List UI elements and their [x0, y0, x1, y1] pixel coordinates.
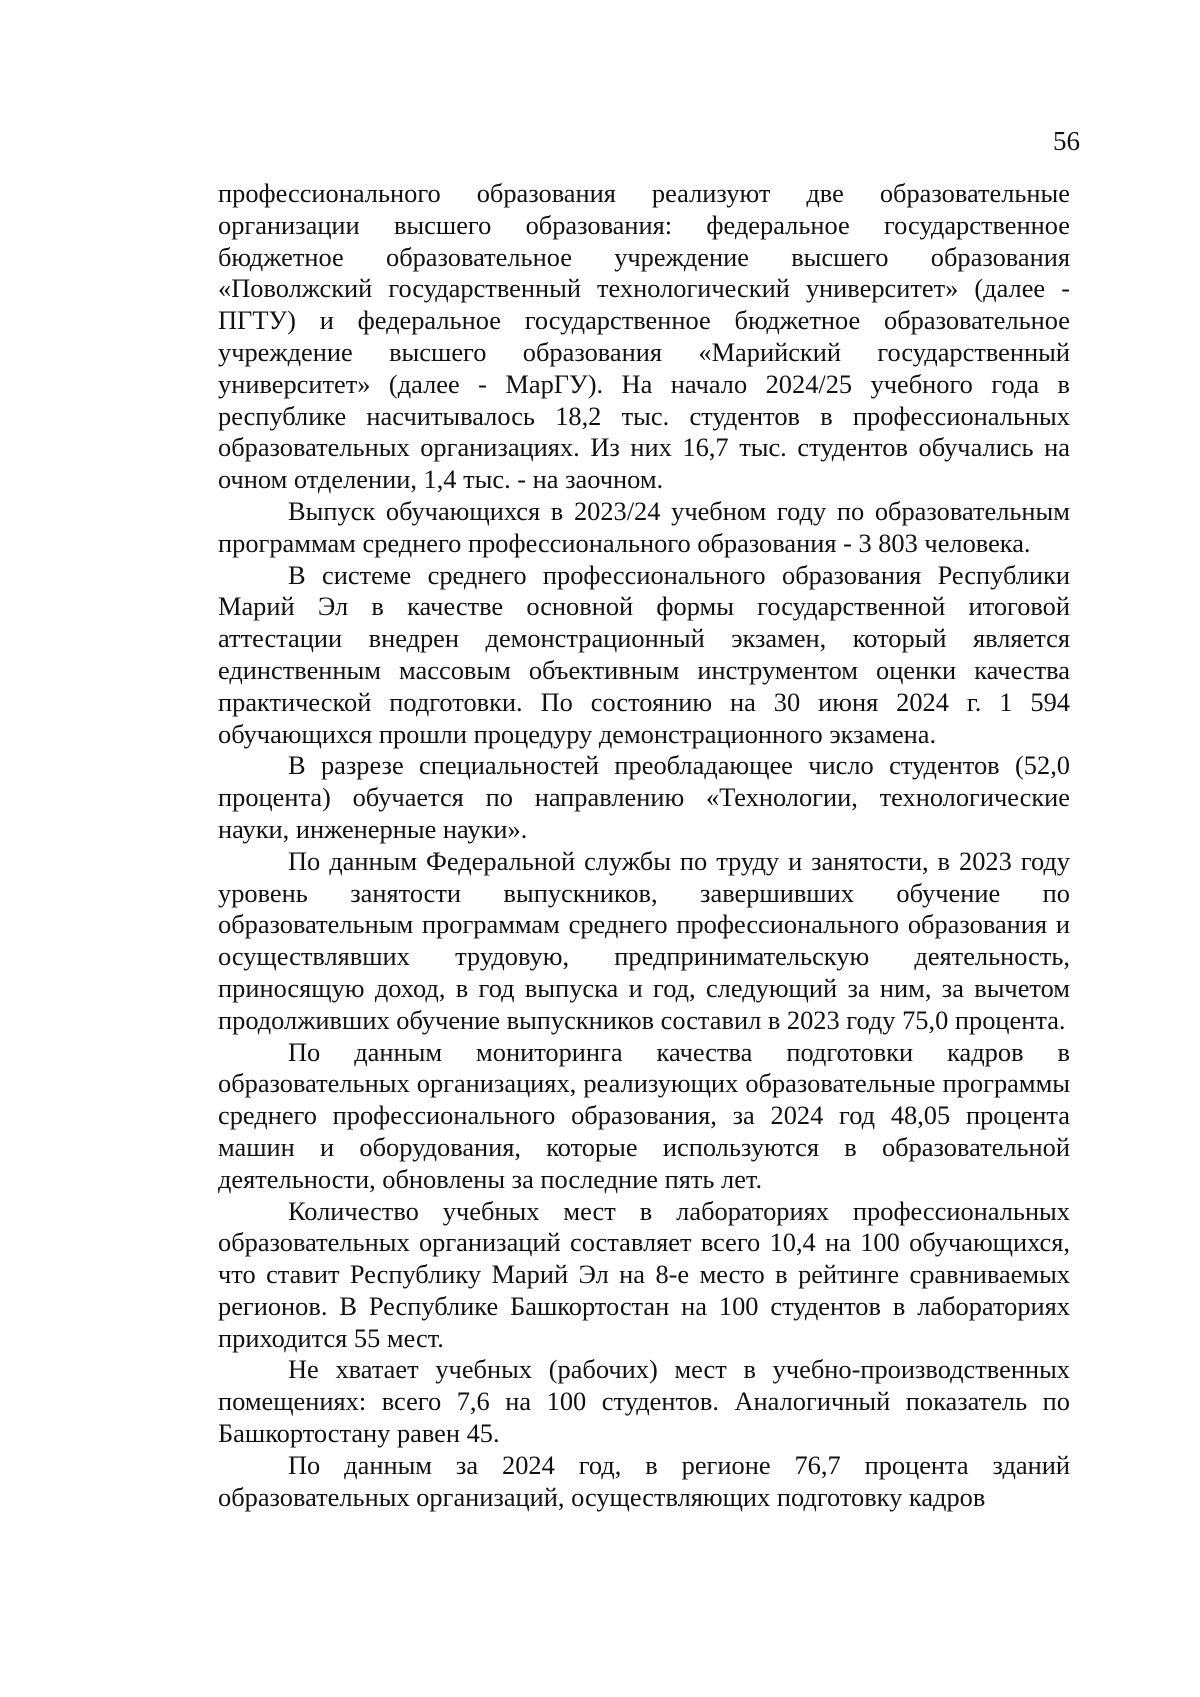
- paragraph-lab-places: Количество учебных мест в лабораториях профессиональных образовательных организаций составляет всего 10,4 на 100 обучающихся, что ставит Республику Марий Эл на 8-е место в рейтинге сравниваемых регионов. В Республике Башкортостан на 100 студентов в лабораториях приходится 55 мест.: [218, 1195, 1070, 1353]
- paragraph-equipment: По данным мониторинга качества подготовки кадров в образовательных организациях, реализующих образовательные программы среднего профессионального образования, за 2024 год 48,05 процента машин и оборудования, которые используются в образовательной деятельности, обновлены за последние пять лет.: [218, 1036, 1070, 1194]
- paragraph-continuation: профессионального образования реализуют две образовательные организации высшего образования: федеральное государственное бюджетное образовательное учреждение высшего образования «Поволжский государственный технологический университет» (далее - ПГТУ) и федеральное государственное бюджетное образовательное учреждение высшего образования «Марийский государственный университет» (далее - МарГУ). На начало 2024/25 учебного года в республике насчитывалось 18,2 тыс. студентов в профессиональных образовательных организациях. Из них 16,7 тыс. студентов обучались на очном отделении, 1,4 тыс. - на заочном.: [218, 178, 1070, 495]
- page-number: 56: [1053, 126, 1080, 156]
- paragraph-work-places: Не хватает учебных (рабочих) мест в учебно-производственных помещениях: всего 7,6 на 100 студентов. Аналогичный показатель по Башкортостану равен 45.: [218, 1354, 1070, 1449]
- paragraph-buildings: По данным за 2024 год, в регионе 76,7 процента зданий образовательных организаций, осуществляющих подготовку кадров: [218, 1449, 1070, 1512]
- body-text: [218, 178, 1070, 1513]
- paragraph-demo-exam: В системе среднего профессионального образования Республики Марий Эл в качестве основной формы государственной итоговой аттестации внедрен демонстрационный экзамен, который является единственным массовым объективным инструментом оценки качества практической подготовки. По состоянию на 30 июня 2024 г. 1 594 обучающихся прошли процедуру демонстрационного экзамена.: [218, 559, 1070, 749]
- paragraph-graduates: Выпуск обучающихся в 2023/24 учебном году по образовательным программам среднего профессионального образования - 3 803 человека.: [218, 495, 1070, 558]
- paragraph-employment: По данным Федеральной службы по труду и занятости, в 2023 году уровень занятости выпускников, завершивших обучение по образовательным программам среднего профессионального образования и осуществлявших трудовую, предпринимательскую деятельность, приносящую доход, в год выпуска и год, следующий за ним, за вычетом продолживших обучение выпускников составил в 2023 году 75,0 процента.: [218, 845, 1070, 1035]
- paragraph-specialties: В разрезе специальностей преобладающее число студентов (52,0 процента) обучается по направлению «Технологии, технологические науки, инженерные науки».: [218, 750, 1070, 844]
